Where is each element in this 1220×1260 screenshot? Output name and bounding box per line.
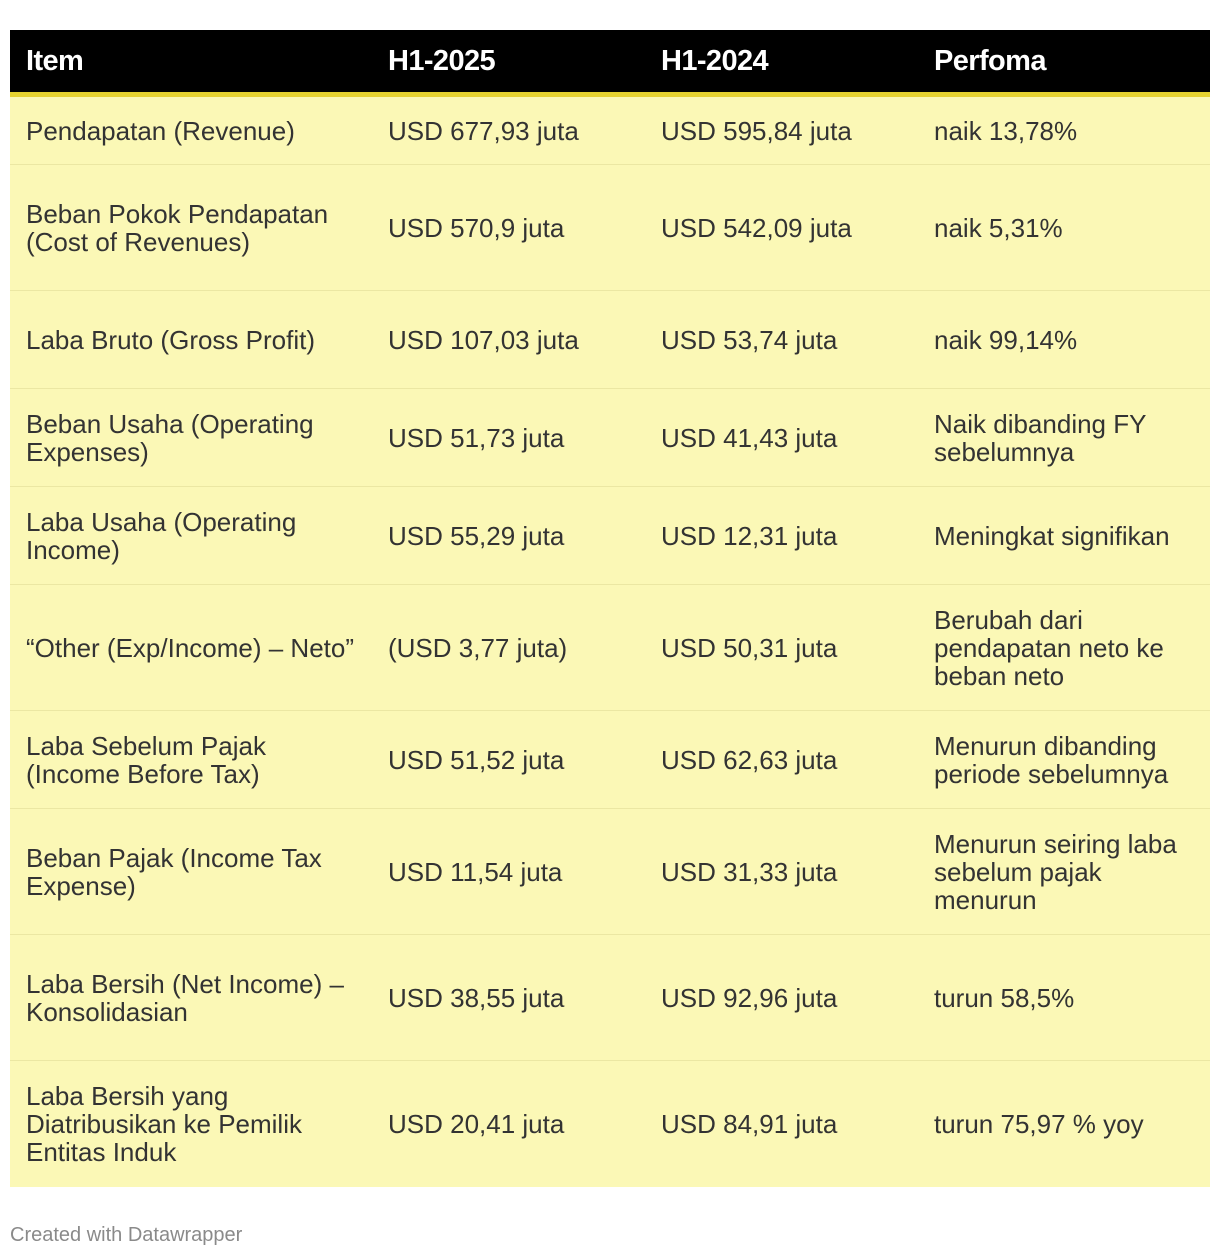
h1-2025-value-cell: USD 51,52 juta (372, 711, 645, 809)
h1-2024-value-cell: USD 50,31 juta (645, 585, 918, 711)
h1-2024-value-cell: USD 92,96 juta (645, 935, 918, 1061)
table-row (10, 165, 1210, 291)
h1-2025-value-cell: USD 677,93 juta (372, 95, 645, 165)
h1-2024-value-cell: USD 53,74 juta (645, 291, 918, 389)
h1-2024-value-cell: USD 12,31 juta (645, 487, 918, 585)
h1-2025-value-cell: (USD 3,77 juta) (372, 585, 645, 711)
perfoma-cell: naik 13,78% (918, 95, 1210, 165)
item-cell: Laba Sebelum Pajak (Income Before Tax) (10, 711, 372, 809)
h1-2025-value-cell: USD 570,9 juta (372, 165, 645, 291)
perfoma-cell: naik 99,14% (918, 291, 1210, 389)
h1-2024-value-cell: USD 84,91 juta (645, 1061, 918, 1187)
h1-2024-value-cell: USD 31,33 juta (645, 809, 918, 935)
perfoma-cell: Menurun dibanding periode sebelumnya (918, 711, 1210, 809)
perfoma-cell: Naik dibanding FY sebelumnya (918, 389, 1210, 487)
perfoma-cell: Menurun seiring laba sebelum pajak menurun (918, 809, 1210, 935)
datawrapper-credit[interactable]: Created with Datawrapper (10, 1224, 243, 1246)
data-table-container (10, 30, 1210, 1187)
item-cell: Laba Bruto (Gross Profit) (10, 291, 372, 389)
h1-2025-value-cell: USD 51,73 juta (372, 389, 645, 487)
item-cell: Beban Pajak (Income Tax Expense) (10, 809, 372, 935)
table-row (10, 1061, 1210, 1187)
table-body (10, 95, 1210, 1187)
table-row (10, 291, 1210, 389)
item-cell: Beban Pokok Pendapatan (Cost of Revenues) (10, 165, 372, 291)
h1-2025-value-cell: USD 11,54 juta (372, 809, 645, 935)
h1-2025-value-cell: USD 20,41 juta (372, 1061, 645, 1187)
perfoma-cell: naik 5,31% (918, 165, 1210, 291)
column-header-h1-2025[interactable]: H1-2025 (372, 30, 645, 95)
table-row (10, 95, 1210, 165)
perfoma-cell: Meningkat signifikan (918, 487, 1210, 585)
table-row (10, 711, 1210, 809)
item-cell: Laba Usaha (Operating Income) (10, 487, 372, 585)
table-row (10, 585, 1210, 711)
h1-2024-value-cell: USD 595,84 juta (645, 95, 918, 165)
h1-2024-value-cell: USD 41,43 juta (645, 389, 918, 487)
perfoma-cell: Berubah dari pendapatan neto ke beban neto (918, 585, 1210, 711)
item-cell: Laba Bersih yang Diatribusikan ke Pemilik Entitas Induk (10, 1061, 372, 1187)
perfoma-cell: turun 75,97 % yoy (918, 1061, 1210, 1187)
item-cell: Pendapatan (Revenue) (10, 95, 372, 165)
item-cell: Beban Usaha (Operating Expenses) (10, 389, 372, 487)
h1-2024-value-cell: USD 62,63 juta (645, 711, 918, 809)
perfoma-cell: turun 58,5% (918, 935, 1210, 1061)
column-header-item[interactable]: Item (10, 30, 372, 95)
h1-2025-value-cell: USD 38,55 juta (372, 935, 645, 1061)
item-cell: Laba Bersih (Net Income) – Konsolidasian (10, 935, 372, 1061)
table-header (10, 30, 1210, 95)
item-cell: “Other (Exp/Income) – Neto” (10, 585, 372, 711)
financial-table (10, 30, 1210, 1187)
table-row (10, 809, 1210, 935)
header-row (10, 30, 1210, 95)
table-row (10, 935, 1210, 1061)
table-row (10, 487, 1210, 585)
column-header-h1-2024[interactable]: H1-2024 (645, 30, 918, 95)
h1-2025-value-cell: USD 107,03 juta (372, 291, 645, 389)
table-row (10, 389, 1210, 487)
column-header-perfoma[interactable]: Perfoma (918, 30, 1210, 95)
h1-2025-value-cell: USD 55,29 juta (372, 487, 645, 585)
h1-2024-value-cell: USD 542,09 juta (645, 165, 918, 291)
